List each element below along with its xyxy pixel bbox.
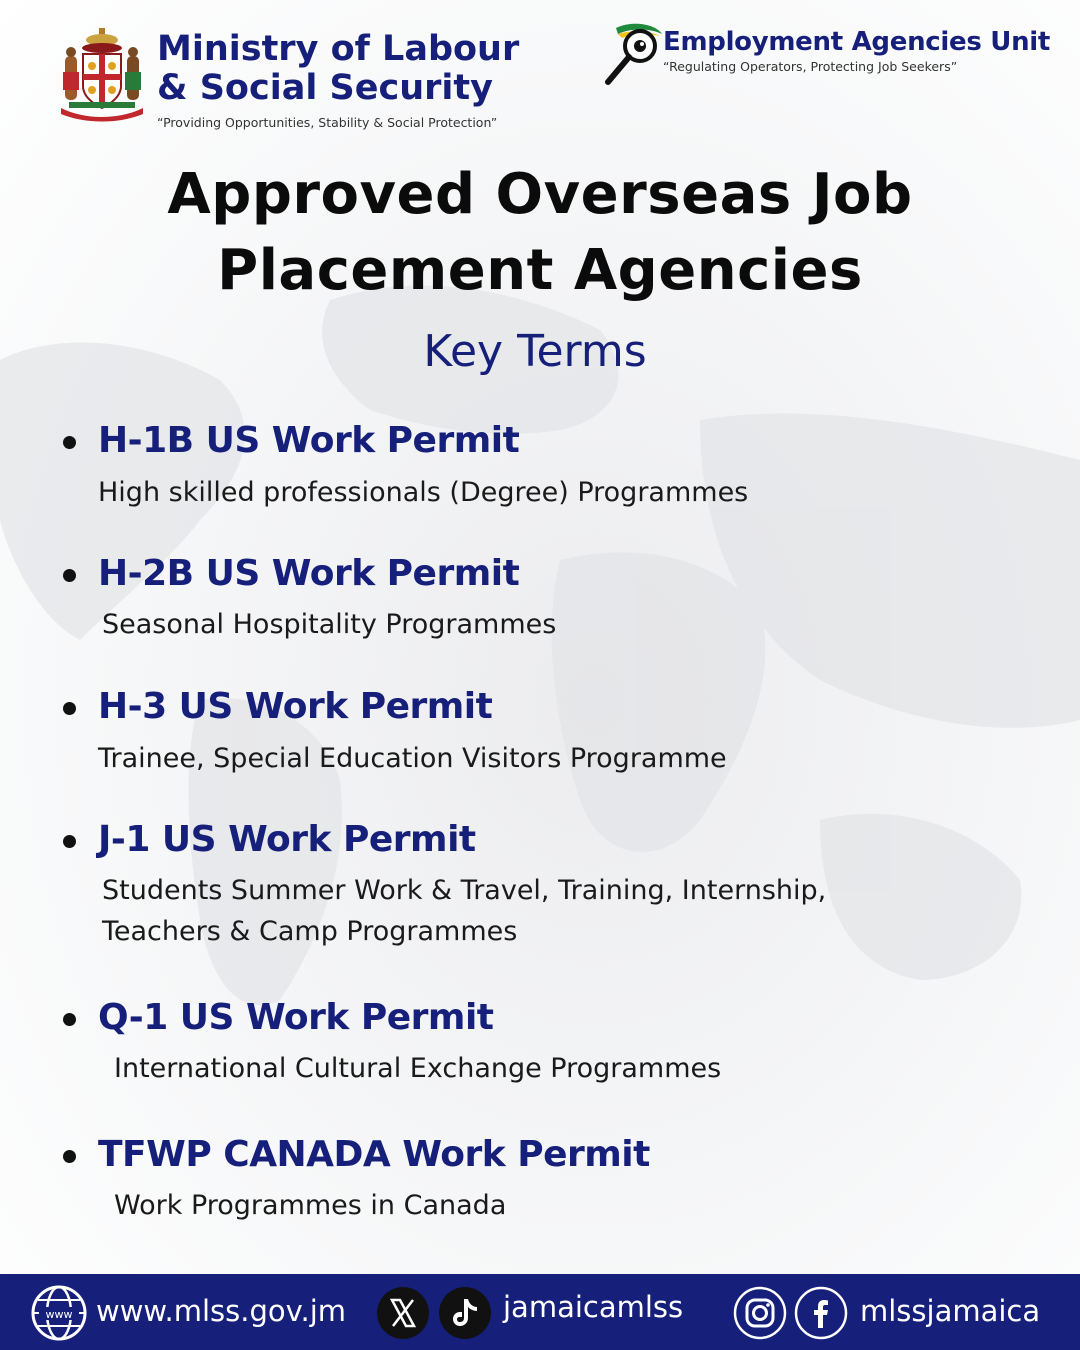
- item-title: TFWP CANADA Work Permit: [98, 1134, 650, 1175]
- unit-slogan: “Regulating Operators, Protecting Job Seekers”: [663, 59, 958, 74]
- item-description: International Cultural Exchange Programmes: [114, 1053, 722, 1084]
- bullet-icon: [63, 702, 76, 715]
- page-subtitle: Key Terms: [423, 326, 647, 377]
- item-title: H-1B US Work Permit: [98, 420, 520, 461]
- instagram-icon[interactable]: [733, 1286, 787, 1340]
- facebook-icon[interactable]: [794, 1286, 848, 1340]
- website-link[interactable]: www.mlss.gov.jm: [96, 1294, 347, 1328]
- bullet-icon: [63, 835, 76, 848]
- svg-text:www: www: [45, 1308, 73, 1321]
- ministry-title-line2: & Social Security: [157, 68, 493, 108]
- page-title: [0, 157, 1080, 309]
- bullet-icon: [63, 1013, 76, 1026]
- ministry-title-line1: Ministry of Labour: [157, 29, 520, 69]
- item-description: Trainee, Special Education Visitors Programme: [98, 743, 727, 774]
- magnifying-glass-logo-icon: [600, 22, 664, 86]
- item-title: H-2B US Work Permit: [98, 553, 520, 594]
- bullet-icon: [63, 436, 76, 449]
- x-tiktok-handle[interactable]: jamaicamlss: [503, 1290, 684, 1324]
- coat-of-arms-logo: [55, 26, 149, 124]
- page-title-line1: Approved Overseas Job: [167, 162, 913, 227]
- item-description: Work Programmes in Canada: [114, 1190, 507, 1221]
- ministry-slogan: “Providing Opportunities, Stability & Social Protection”: [157, 115, 498, 130]
- tiktok-icon[interactable]: [438, 1286, 492, 1340]
- globe-icon[interactable]: [30, 1284, 88, 1342]
- item-title: Q-1 US Work Permit: [98, 997, 494, 1038]
- bullet-icon: [63, 569, 76, 582]
- ministry-title: [157, 30, 519, 108]
- unit-title: Employment Agencies Unit: [663, 27, 1051, 57]
- bullet-icon: [63, 1150, 76, 1163]
- item-description: Seasonal Hospitality Programmes: [102, 609, 557, 640]
- page-title-line2: Placement Agencies: [217, 238, 863, 303]
- item-description-line2: Teachers & Camp Programmes: [102, 916, 518, 947]
- item-title: J-1 US Work Permit: [98, 819, 476, 860]
- instagram-facebook-handle[interactable]: mlssjamaica: [860, 1294, 1041, 1328]
- item-description: High skilled professionals (Degree) Programmes: [98, 477, 749, 508]
- x-icon[interactable]: [376, 1286, 430, 1340]
- item-description-line1: Students Summer Work & Travel, Training, Internship,: [102, 875, 827, 906]
- item-title: H-3 US Work Permit: [98, 686, 493, 727]
- footer-bar: [0, 1274, 1080, 1350]
